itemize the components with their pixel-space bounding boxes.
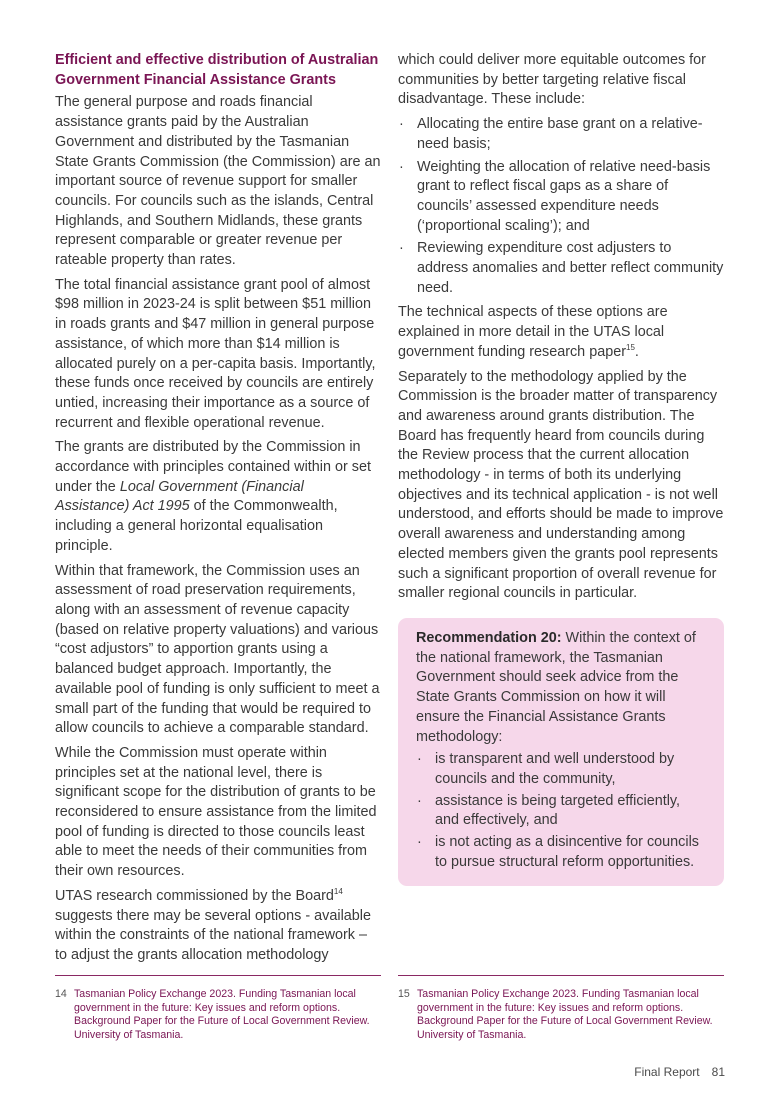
list-item [398,115,724,154]
footnote-number: 15 [398,988,410,1000]
paragraph [55,438,381,556]
recommendation-body: Within the context of the national framework, the Tasmanian Government should seek advice from the State Grants Commission on how it will ensure the Financial Assistance Grants methodology: [416,629,696,745]
recommendation-text [416,629,706,747]
section-heading: Efficient and effective distribution of Australian Government Financial Assistance Grants [55,52,379,88]
paragraph [55,887,381,966]
list-item-text: Reviewing expenditure cost adjusters to address anomalies and better reflect community need. [417,240,724,296]
paragraph: While the Commission must operate within principles set at the national level, there is significant scope for the distribution of grants to be reconsidered to ensure assistance from the limited pool of funding is directed to those councils least able to meet the needs of their communities from their own resources. [55,744,377,880]
paragraph-text: of the Commonwealth, including a general horizontal equalisation principle. [55,498,338,554]
paragraph: The total financial assistance grant pool of almost $98 million in 2023-24 is split between $51 million in roads grants and $47 million in general purpose assistance, of which more than $14 million is allocated purely on a per-capita basis. Importantly, these funds once received by councils are entirely untied, increasing their importance as a source of recurrent and flexible operational revenue. [55,276,376,431]
bullet-icon: · [417,751,422,768]
paragraph-text: The technical aspects of these options are explained in more detail in the UTAS local government funding research paper [398,304,668,360]
options-list [398,115,724,298]
recommendation-label: Recommendation 20: [416,629,562,646]
recommendation-box [398,618,724,886]
list-item [416,792,706,831]
right-column [398,51,724,886]
footnote-divider [398,975,724,976]
list-item-text: Allocating the entire base grant on a relative-need basis; [417,116,703,152]
page-number: 81 [711,1065,725,1079]
list-item-text: assistance is being targeted efficiently, and effectively, and [435,792,681,829]
footnote-ref[interactable]: 15 [626,343,635,353]
recommendation-list [416,750,706,872]
footnote-ref[interactable]: 14 [333,887,343,897]
list-item-text: is transparent and well understood by councils and the community, [435,751,675,787]
footnote [55,988,381,1043]
page-footer [634,1065,725,1079]
list-item [416,833,706,872]
paragraph-text: The grants are distributed by the Commission in accordance with principles contained within or set under the [55,439,371,495]
bullet-icon: · [399,158,404,175]
act-title: Local Government (Financial Assistance) Act 1995 [55,478,304,515]
bullet-icon: · [399,116,404,133]
list-item [398,158,724,237]
list-item-text: Weighting the allocation of relative need-basis grant to reflect fiscal gaps as a share of councils’ assessed expenditure needs (‘proportional scaling’); and [417,158,711,234]
footnote [398,988,724,1043]
footnote-divider [55,975,381,976]
left-column [55,51,381,971]
bullet-icon: · [417,792,422,809]
footnote-text: Tasmanian Policy Exchange 2023. Funding Tasmanian local government in the future: Key issues and reform options. Background Paper for the Future of Local Government Review. University of Tasmania. [417,988,713,1042]
paragraph [398,303,724,362]
list-item [416,750,706,789]
paragraph: Within that framework, the Commission uses an assessment of road preservation requirements, along with an assessment of revenue capacity (based on relative property valuations) and various “cost adjustors” to apportion grants using a balanced budget approach. Importantly, the available pool of funding is only sufficient to meet a small part of the funding that would be required to allow councils to achieve a comparable standard. [55,562,380,737]
report-title: Final Report [634,1065,700,1079]
paragraph: which could deliver more equitable outcomes for communities by better targeting relative fiscal disadvantage. These include: [398,52,706,108]
bullet-icon: · [399,240,404,257]
footnote-text: Tasmanian Policy Exchange 2023. Funding Tasmanian local government in the future: Key issues and reform options. Background Paper for the Future of Local Government Review. University of Tasmania. [74,988,370,1042]
paragraph-text: UTAS research commissioned by the Board [55,887,334,904]
bullet-icon: · [417,834,422,851]
paragraph-text: . [634,343,639,360]
list-item [398,239,724,298]
paragraph-text: suggests there may be several options - available within the constraints of the national framework – to adjust the grants allocation methodology [55,907,371,963]
footnote-number: 14 [55,988,67,1000]
list-item-text: is not acting as a disincentive for councils to pursue structural reform opportunities. [435,834,699,870]
paragraph: The general purpose and roads financial assistance grants paid by the Australian Government and distributed by the Tasmanian State Grants Commission (the Commission) are an important source of revenue support for smaller councils. For councils such as the islands, Central Highlands, and Southern Midlands, these grants represent comparable or greater revenue per rateable property than rates. [55,94,381,269]
paragraph: Separately to the methodology applied by the Commission is the broader matter of transparency and awareness around grants distribution. The Board has frequently heard from councils during the Review process that the current allocation methodology - in terms of both its underlying objectives and its technical application - is not well understood, and efforts should be made to improve overall awareness and understanding among elected members given the grants pool represents such a significant proportion of overall revenue for smaller regional councils in particular. [398,368,724,602]
